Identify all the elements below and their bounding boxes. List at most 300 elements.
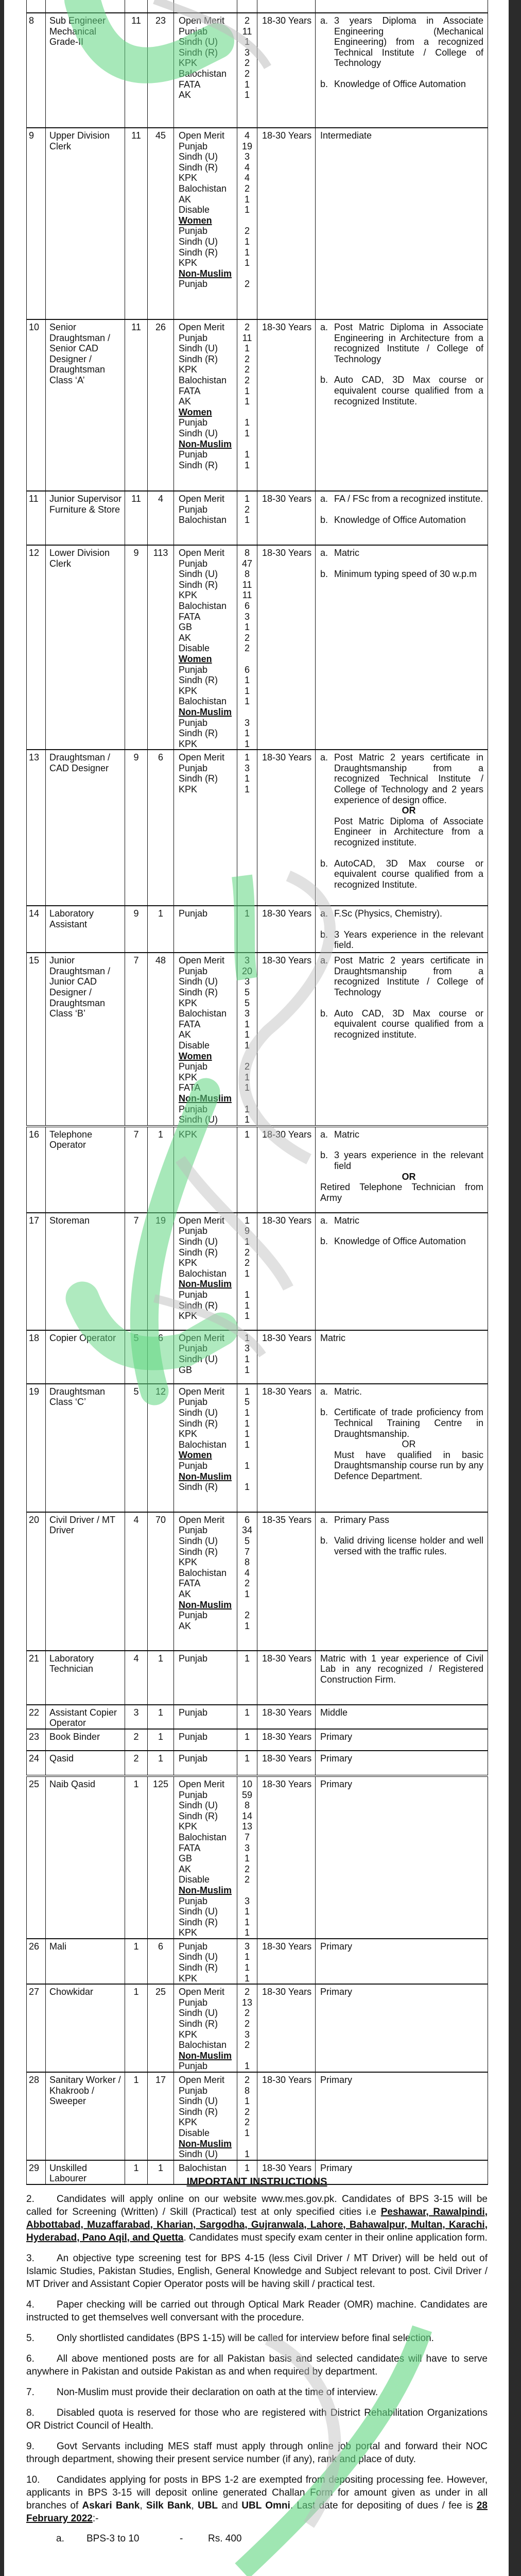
quota-region: Punjab	[179, 908, 208, 919]
qualification-item	[320, 752, 483, 805]
quota-region: Sindh (R)	[179, 162, 218, 173]
age-limit: 18-30 Years	[257, 128, 316, 319]
post-count: 45	[148, 128, 174, 319]
instruction-number: 2.	[26, 2194, 34, 2205]
table-row	[27, 1126, 488, 1213]
quota-region: Balochistan	[179, 68, 227, 79]
qualification-text: Primary	[320, 1941, 352, 1952]
quota-count: 1	[244, 1753, 250, 1764]
quota-region: Sindh (U)	[179, 343, 218, 354]
quota-region: Punjab	[179, 504, 208, 515]
instruction-number: 5.	[26, 2333, 34, 2344]
quota-region: AK	[179, 194, 192, 205]
quota-count: 4	[244, 162, 250, 173]
instruction-number: 3.	[26, 2253, 34, 2264]
quota-list	[174, 1651, 237, 1705]
quota-counts	[237, 1776, 257, 1939]
post-count: 70	[148, 1512, 174, 1651]
qualification	[316, 1126, 488, 1213]
age-limit: 18-30 Years	[257, 1126, 316, 1213]
quota-count: 1	[244, 1364, 250, 1375]
qualification-item	[320, 1236, 483, 1247]
age-limit: 18-30 Years	[257, 1384, 316, 1512]
quota-region: AK	[179, 632, 192, 643]
quota-count	[237, 268, 257, 279]
age-limit: 18-30 Years	[257, 2160, 316, 2184]
qualification-item-label: b.	[320, 375, 328, 385]
quota-count: 2	[244, 1578, 250, 1589]
quota-group-heading: Women	[179, 215, 212, 226]
table-row	[27, 1705, 488, 1729]
quota-count: 1	[244, 1620, 250, 1631]
quota-region: Open Merit	[179, 548, 225, 558]
quota-region: Sindh (R)	[179, 1917, 218, 1927]
quota-region: Open Merit	[179, 1778, 225, 1789]
quota-count: 3	[244, 47, 250, 58]
instruction-paragraph	[26, 2352, 488, 2378]
qualification-item	[320, 858, 483, 890]
quota-count: 2	[244, 322, 250, 332]
quota-list	[174, 1751, 237, 1776]
age-limit: 18-30 Years	[257, 1939, 316, 1984]
bps-grade: 5	[125, 1330, 148, 1384]
post-title: Draughtsman Class ‘C’	[46, 1384, 125, 1512]
quota-count: 2	[244, 353, 250, 364]
qualification	[316, 1651, 488, 1705]
age-limit: 18-35 Years	[257, 1512, 316, 1651]
bps-grade: 11	[125, 13, 148, 128]
qualification-item-text: Matric	[334, 1129, 359, 1140]
serial-number: 16	[27, 1126, 46, 1213]
instructions-heading: IMPORTANT INSTRUCTIONS	[186, 2176, 327, 2188]
quota-region: Disable	[179, 205, 210, 215]
serial-number: 10	[27, 319, 46, 491]
instruction-number: 8.	[26, 2408, 34, 2418]
table-row	[27, 1384, 488, 1512]
quota-region: Punjab	[179, 1061, 208, 1072]
fee-amount: Rs. 400	[208, 2533, 242, 2544]
quota-count: 1	[244, 1072, 250, 1082]
qualification-item	[320, 569, 483, 580]
quota-count: 2	[244, 1987, 250, 1997]
quota-region: Open Merit	[179, 1332, 225, 1343]
quota-region: Punjab	[179, 1610, 208, 1621]
instruction-paragraph	[26, 2473, 488, 2525]
post-count: 1	[148, 1729, 174, 1751]
qualification-item-text: Certificate of trade proficiency from Technical Training Centre in Draughtsmanship.	[334, 1407, 483, 1439]
quota-counts	[237, 750, 257, 906]
table-cell	[316, 0, 488, 13]
qualification-item	[320, 1535, 483, 1556]
serial-number: 15	[27, 953, 46, 1126]
quota-region: KPK	[179, 1311, 198, 1321]
qualification-item-text: F.Sc (Physics, Chemistry).	[334, 908, 443, 919]
quota-count: 8	[244, 569, 250, 580]
quota-list	[174, 319, 237, 491]
quota-list	[174, 128, 237, 319]
quota-count: 1	[244, 343, 250, 354]
quota-count: 1	[244, 1300, 250, 1311]
quota-region: KPK	[179, 258, 198, 268]
quota-counts	[237, 1729, 257, 1751]
quota-group-heading: Non-Muslim	[179, 1599, 232, 1610]
age-limit: 18-30 Years	[257, 750, 316, 906]
quota-count: 59	[241, 1789, 253, 1800]
quota-count: 2	[244, 2040, 250, 2050]
quota-count: 3	[244, 1941, 250, 1952]
qualification-item-label: b.	[320, 1150, 328, 1161]
table-row	[27, 1729, 488, 1751]
quota-region: KPK	[179, 590, 198, 601]
quota-region: Balochistan	[179, 2162, 227, 2173]
quota-counts	[237, 319, 257, 491]
instruction-paragraph	[26, 2252, 488, 2291]
quota-count: 1	[244, 1311, 250, 1321]
instruction-emphasis: Peshawar, Rawalpindi, Abbottabad, Muzaffarabad, Kharian, Sargodha, Gujranwala, Lahore, Bahawalpur, Multan, Karachi, Hyderabad, Pano Aqil, and Quetta	[26, 2207, 488, 2243]
quota-count: 1	[244, 236, 250, 247]
post-count: 4	[148, 491, 174, 545]
quota-count: 1	[244, 494, 250, 504]
quota-count: 14	[241, 1810, 253, 1821]
qualification-item	[320, 494, 483, 504]
quota-count: 6	[244, 1514, 250, 1525]
qualification-or: OR	[402, 1171, 416, 1182]
quota-counts	[237, 1213, 257, 1330]
quota-region: Open Merit	[179, 752, 225, 763]
bps-grade: 1	[125, 2160, 148, 2184]
table-cell	[148, 0, 174, 13]
post-title: Mali	[46, 1939, 125, 1984]
qualification-item-label: a.	[320, 908, 328, 919]
qualification-item-label: b.	[320, 568, 328, 579]
post-title: Senior Draughtsman / Senior CAD Designer / Draughtsman Class ‘A’	[46, 319, 125, 491]
quota-list	[174, 491, 237, 545]
bps-grade: 11	[125, 491, 148, 545]
quota-count: 6	[244, 600, 250, 611]
age-limit: 18-30 Years	[257, 13, 316, 128]
quota-region: KPK	[179, 1821, 198, 1832]
quota-region: Open Merit	[179, 955, 225, 966]
quota-count: 2	[244, 1061, 250, 1072]
quota-list	[174, 1512, 237, 1651]
qualification-text: Primary	[320, 1987, 352, 1997]
quota-group-heading: Women	[179, 406, 212, 417]
qualification-text: Middle	[320, 1707, 348, 1718]
quota-counts	[237, 491, 257, 545]
age-limit: 18-30 Years	[257, 1729, 316, 1751]
quota-region: Punjab	[179, 332, 208, 343]
quota-count: 1	[244, 1114, 250, 1125]
quota-region: Sindh (U)	[179, 236, 218, 247]
table-row	[27, 906, 488, 953]
age-limit: 18-30 Years	[257, 491, 316, 545]
quota-region: Balochistan	[179, 1832, 227, 1842]
age-limit: 18-30 Years	[257, 1751, 316, 1776]
quota-region: FATA	[179, 1019, 201, 1029]
serial-number: 26	[27, 1939, 46, 1984]
qualification-item-text: Knowledge of Office Automation	[334, 1236, 466, 1247]
quota-region: Sindh (R)	[179, 47, 218, 58]
table-row	[27, 1984, 488, 2072]
qualification	[316, 1705, 488, 1729]
quota-counts	[237, 1126, 257, 1213]
quota-count	[237, 215, 257, 226]
quota-count: 2	[244, 2106, 250, 2117]
quota-count: 1	[244, 460, 250, 470]
qualification-text: Primary	[320, 2075, 352, 2085]
quota-count: 13	[241, 1997, 253, 2008]
quota-count: 1	[244, 1289, 250, 1300]
quota-count: 13	[241, 1821, 253, 1832]
age-limit: 18-30 Years	[257, 1705, 316, 1729]
quota-region: AK	[179, 90, 192, 100]
qualification	[316, 1984, 488, 2072]
quota-region: Balochistan	[179, 515, 227, 526]
quota-count: 1	[244, 2127, 250, 2138]
post-count: 26	[148, 319, 174, 491]
quota-region: KPK	[179, 58, 198, 69]
quota-region: Punjab	[179, 1997, 208, 2008]
quota-region: Sindh (R)	[179, 1810, 218, 1821]
quota-count: 1	[244, 1707, 250, 1718]
quota-region: Open Merit	[179, 2075, 225, 2085]
quota-count	[237, 1093, 257, 1104]
qualification-item	[320, 929, 483, 951]
quota-count: 1	[244, 79, 250, 90]
quota-region: Punjab	[179, 1753, 208, 1764]
fee-range: BPS-3 to 10	[86, 2533, 140, 2544]
quota-count: 3	[244, 611, 250, 622]
quota-count: 1	[244, 1215, 250, 1226]
qualification-item	[320, 908, 483, 919]
qualification-item-label: b.	[320, 1236, 328, 1247]
quota-region: Sindh (U)	[179, 2008, 218, 2019]
table-cell	[125, 0, 148, 13]
qualification	[316, 1330, 488, 1384]
quota-count: 1	[244, 784, 250, 795]
table-row	[27, 319, 488, 491]
table-row	[27, 1651, 488, 1705]
qualification-item-label: a.	[320, 1514, 328, 1525]
quota-region: Open Merit	[179, 1386, 225, 1397]
quota-region: GB	[179, 622, 193, 633]
quota-count: 1	[244, 1104, 250, 1114]
post-title: Draughtsman / CAD Designer	[46, 750, 125, 906]
qualification-alternative: Post Matric Diploma of Associate Engineer in Architecture from a recognized institute.	[334, 816, 483, 848]
quota-count: 1	[244, 752, 250, 763]
instruction-text: Candidates will apply online on our website www.mes.gov.pk. Candidates of BPS 3-15 will be called for Screening (Written) / Skill (Practical) test at only specified cities i.e	[26, 2194, 488, 2217]
qualification-item-text: FA / FSc from a recognized institute.	[334, 494, 483, 504]
qualification	[316, 1384, 488, 1512]
instruction-number: 10.	[26, 2475, 40, 2485]
serial-number: 25	[27, 1776, 46, 1939]
table-row	[27, 1512, 488, 1651]
quota-count: 3	[244, 1343, 250, 1354]
serial-number: 12	[27, 545, 46, 750]
bps-grade: 4	[125, 1512, 148, 1651]
quota-region: Sindh (U)	[179, 37, 218, 47]
quota-counts	[237, 1705, 257, 1729]
quota-count: 3	[244, 955, 250, 966]
quota-region: Punjab	[179, 1653, 208, 1664]
quota-counts	[237, 545, 257, 750]
instruction-emphasis: Askari Bank	[82, 2500, 140, 2511]
quota-region: KPK	[179, 738, 198, 749]
post-count: 113	[148, 545, 174, 750]
quota-count: 1	[244, 1962, 250, 1973]
quota-region: FATA	[179, 385, 201, 396]
instruction-text: . Last date for depositing of dues / fee is	[290, 2500, 477, 2511]
table-row-partial	[27, 0, 488, 13]
quota-region: Punjab	[179, 2061, 208, 2072]
bps-grade: 2	[125, 1751, 148, 1776]
serial-number: 28	[27, 2072, 46, 2160]
quota-count: 2	[244, 1610, 250, 1621]
bps-grade: 3	[125, 1705, 148, 1729]
quota-count: 1	[244, 247, 250, 258]
quota-region: GB	[179, 1853, 193, 1864]
instruction-paragraph	[26, 2440, 488, 2466]
quota-count: 5	[244, 1535, 250, 1546]
quota-region: KPK	[179, 1973, 198, 1984]
quota-count: 20	[241, 965, 253, 976]
quota-count: 1	[244, 1332, 250, 1343]
qualification-text: Primary	[320, 2162, 352, 2173]
quota-count	[237, 2050, 257, 2061]
qualification	[316, 1776, 488, 1939]
serial-number: 24	[27, 1751, 46, 1776]
table-row	[27, 1776, 488, 1939]
qualification-item-text: 3 Years experience in the relevant field.	[334, 929, 483, 951]
quota-counts	[237, 2072, 257, 2160]
quota-count: 3	[244, 762, 250, 773]
quota-region: Punjab	[179, 558, 208, 569]
bps-grade: 7	[125, 1213, 148, 1330]
quota-region: Punjab	[179, 417, 208, 428]
bps-grade: 1	[125, 1776, 148, 1939]
serial-number: 23	[27, 1729, 46, 1751]
quota-count: 8	[244, 548, 250, 558]
quota-group-heading: Non-Muslim	[179, 2138, 232, 2149]
quota-count: 2	[244, 632, 250, 643]
quota-count: 1	[244, 1906, 250, 1917]
quota-count: 4	[244, 130, 250, 141]
quota-count: 1	[244, 1439, 250, 1450]
qualification-item-text: AutoCAD, 3D Max course or equivalent course qualified from a recognized Institute.	[334, 858, 483, 890]
qualification-item-label: a.	[320, 322, 328, 332]
quota-count: 1	[244, 1973, 250, 1984]
quota-region: FATA	[179, 1842, 201, 1853]
quota-count: 4	[244, 1567, 250, 1578]
quota-region: KPK	[179, 2117, 198, 2128]
post-title: Qasid	[46, 1751, 125, 1776]
post-count: 1	[148, 2160, 174, 2184]
qualification-item	[320, 548, 483, 558]
post-count: 6	[148, 750, 174, 906]
quota-count: 2	[244, 643, 250, 654]
quota-count: 1	[244, 685, 250, 696]
qualification-item-label: a.	[320, 752, 328, 763]
quota-count: 1	[244, 728, 250, 739]
quota-count: 8	[244, 1557, 250, 1568]
quota-count: 1	[244, 773, 250, 784]
qualification	[316, 128, 488, 319]
quota-group-heading: Non-Muslim	[179, 1471, 232, 1482]
quota-counts	[237, 1330, 257, 1384]
quota-list	[174, 545, 237, 750]
quota-count: 2	[244, 1247, 250, 1258]
instruction-text: ,	[191, 2500, 198, 2511]
quota-region: Sindh (U)	[179, 1407, 218, 1418]
quota-count: 1	[244, 428, 250, 438]
serial-number: 29	[27, 2160, 46, 2184]
quota-region: Open Merit	[179, 1514, 225, 1525]
post-count: 1	[148, 1126, 174, 1213]
instruction-emphasis: Silk Bank	[146, 2500, 192, 2511]
quota-group-heading: Non-Muslim	[179, 268, 232, 279]
qualification-item	[320, 1407, 483, 1439]
age-limit: 18-30 Years	[257, 545, 316, 750]
quota-region: Sindh (R)	[179, 1300, 218, 1311]
qualification-item	[320, 1150, 483, 1171]
post-count: 12	[148, 1384, 174, 1512]
bps-grade: 9	[125, 545, 148, 750]
post-count: 23	[148, 13, 174, 128]
serial-number: 11	[27, 491, 46, 545]
quota-count: 2	[244, 15, 250, 26]
instruction-text: All above mentioned posts are for all Pakistan basis and selected candidates will have to serve anywhere in Pakistan and outside Pakistan as and when required by department.	[26, 2353, 488, 2377]
quota-region: Open Merit	[179, 1987, 225, 1997]
table-row	[27, 545, 488, 750]
quota-count: 1	[244, 258, 250, 268]
qualification-item-text: Post Matric 2 years certificate in Draughtsmanship from a recognized Institute / College of Technology	[334, 955, 483, 998]
serial-number: 14	[27, 906, 46, 953]
post-count: 25	[148, 1984, 174, 2072]
qualification-item-label: a.	[320, 548, 328, 558]
quota-region: Sindh (R)	[179, 460, 218, 470]
table-cell	[46, 0, 125, 13]
post-title: Sub Engineer Mechanical Grade-II	[46, 13, 125, 128]
quota-region: Sindh (U)	[179, 1114, 218, 1125]
quota-region: KPK	[179, 1258, 198, 1268]
fee-dash: -	[180, 2533, 183, 2544]
qualification-or: OR	[402, 805, 416, 816]
post-title: Telephone Operator	[46, 1126, 125, 1213]
table-row	[27, 1213, 488, 1330]
qualification	[316, 2072, 488, 2160]
serial-number: 8	[27, 13, 46, 128]
instruction-text: ,	[140, 2500, 146, 2511]
quota-region: Punjab	[179, 141, 208, 151]
instruction-emphasis: 28 February 2022	[26, 2500, 488, 2524]
quota-count	[237, 1600, 257, 1611]
qualification-item-text: Matric	[334, 1215, 359, 1226]
qualification	[316, 1729, 488, 1751]
quota-count: 1	[244, 1952, 250, 1962]
table-row	[27, 128, 488, 319]
qualification-text: Retired Telephone Technician from Army	[320, 1182, 483, 1203]
quota-counts	[237, 1939, 257, 1984]
quota-count: 1	[244, 908, 250, 919]
quota-count: 2	[244, 1874, 250, 1885]
instruction-emphasis: UBL Omni	[241, 2500, 290, 2511]
quota-region: Punjab	[179, 226, 208, 236]
quota-region: Disable	[179, 2127, 210, 2138]
quota-region: Punjab	[179, 1397, 208, 1408]
quota-count: 1	[244, 1460, 250, 1471]
qualification-item-label: b.	[320, 858, 328, 869]
bps-grade: 4	[125, 1651, 148, 1705]
